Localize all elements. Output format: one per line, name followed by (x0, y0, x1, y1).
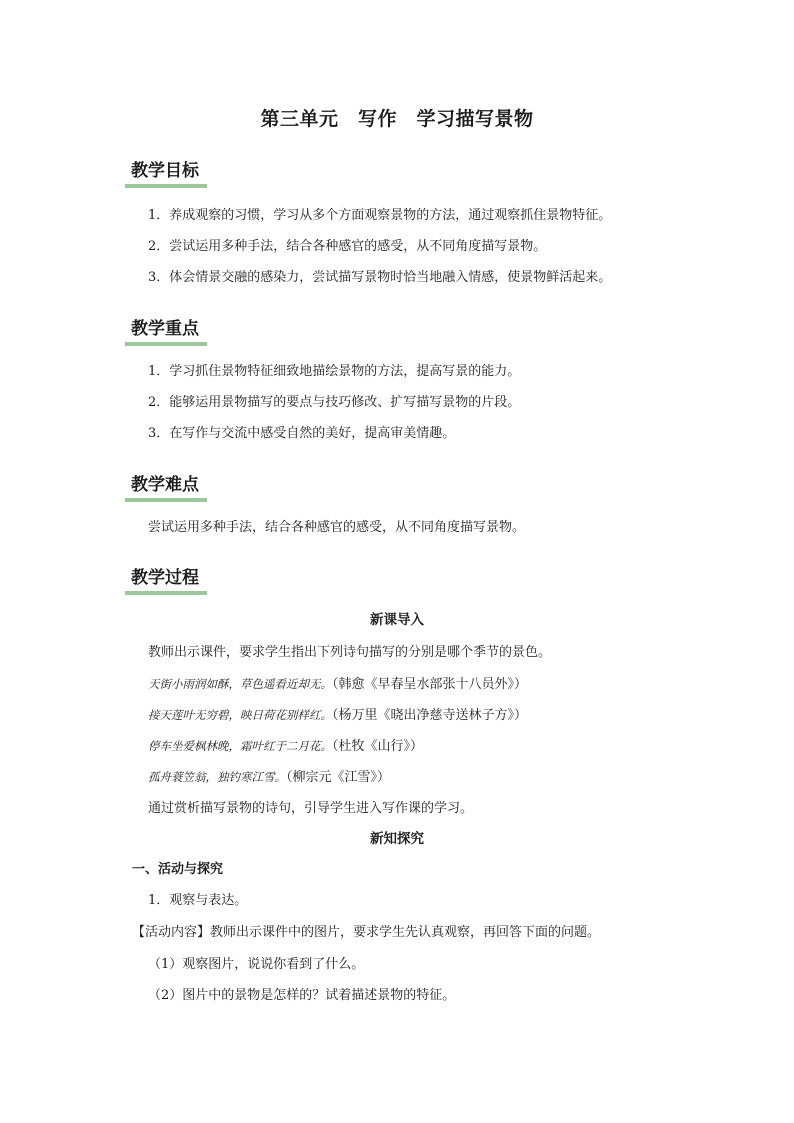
section-heading-process: 教学过程 (125, 567, 207, 595)
poem-verse: 孤舟蓑笠翁，独钓寒江雪。 (148, 770, 286, 784)
key-point-item-3: 3．在写作与交流中感受自然的美好，提高审美情趣。 (148, 426, 456, 441)
part-one-heading: 一、活动与探究 (132, 862, 224, 877)
intro-summary: 通过赏析描写景物的诗句，引导学生进入写作课的学习。 (148, 801, 474, 816)
goal-item-1: 1．养成观察的习惯，学习从多个方面观察景物的方法，通过观察抓住景物特征。 (148, 208, 612, 223)
poem-line-2 (148, 706, 527, 725)
activity-text: 教师出示课件中的图片，要求学生先认真观察，再回答下面的问题。 (210, 925, 601, 940)
activity-label: 【活动内容】 (132, 925, 211, 940)
difficulty-text: 尝试运用多种手法，结合各种感官的感受，从不同角度描写景物。 (148, 520, 526, 535)
poem-line-3 (148, 737, 423, 756)
step-one: 1．观察与表达。 (148, 893, 248, 908)
document-title: 第三单元 写作 学习描写景物 (260, 108, 534, 130)
intro-text: 教师出示课件，要求学生指出下列诗句描写的分别是哪个季节的景色。 (148, 645, 552, 660)
poem-verse: 停车坐爱枫林晚，霜叶红于二月花。 (148, 739, 332, 753)
poem-source: （杜牧《山行》） (332, 739, 424, 754)
poem-verse: 接天莲叶无穷碧，映日荷花别样红。 (148, 708, 332, 722)
section-heading-difficulties: 教学难点 (125, 474, 207, 502)
question-1: （1）观察图片，说说你看到了什么。 (148, 957, 365, 972)
poem-verse: 天街小雨润如酥，草色遥看近却无。 (148, 677, 332, 691)
poem-source: （柳宗元《江雪》） (286, 770, 391, 785)
question-2: （2）图片中的景物是怎样的？试着描述景物的特征。 (148, 988, 456, 1003)
poem-source: （杨万里《晓出净慈寺送林子方》） (332, 708, 528, 723)
activity-content (132, 924, 600, 942)
section-heading-goals: 教学目标 (125, 160, 207, 188)
poem-line-4 (148, 768, 390, 787)
key-point-item-1: 1．学习抓住景物特征细致地描绘景物的方法，提高写景的能力。 (148, 364, 521, 379)
goal-item-3: 3．体会情景交融的感染力，尝试描写景物时恰当地融入情感，使景物鲜活起来。 (148, 270, 612, 285)
poem-line-1 (148, 675, 527, 694)
key-point-item-2: 2．能够运用景物描写的要点与技巧修改、扩写描写景物的片段。 (148, 395, 521, 410)
section-heading-key-points: 教学重点 (125, 318, 207, 346)
goal-item-2: 2．尝试运用多种手法，结合各种感官的感受，从不同角度描写景物。 (148, 239, 547, 254)
intro-heading: 新课导入 (370, 612, 424, 628)
poem-source: （韩愈《早春呈水部张十八员外》） (332, 677, 528, 692)
explore-heading: 新知探究 (370, 831, 424, 847)
